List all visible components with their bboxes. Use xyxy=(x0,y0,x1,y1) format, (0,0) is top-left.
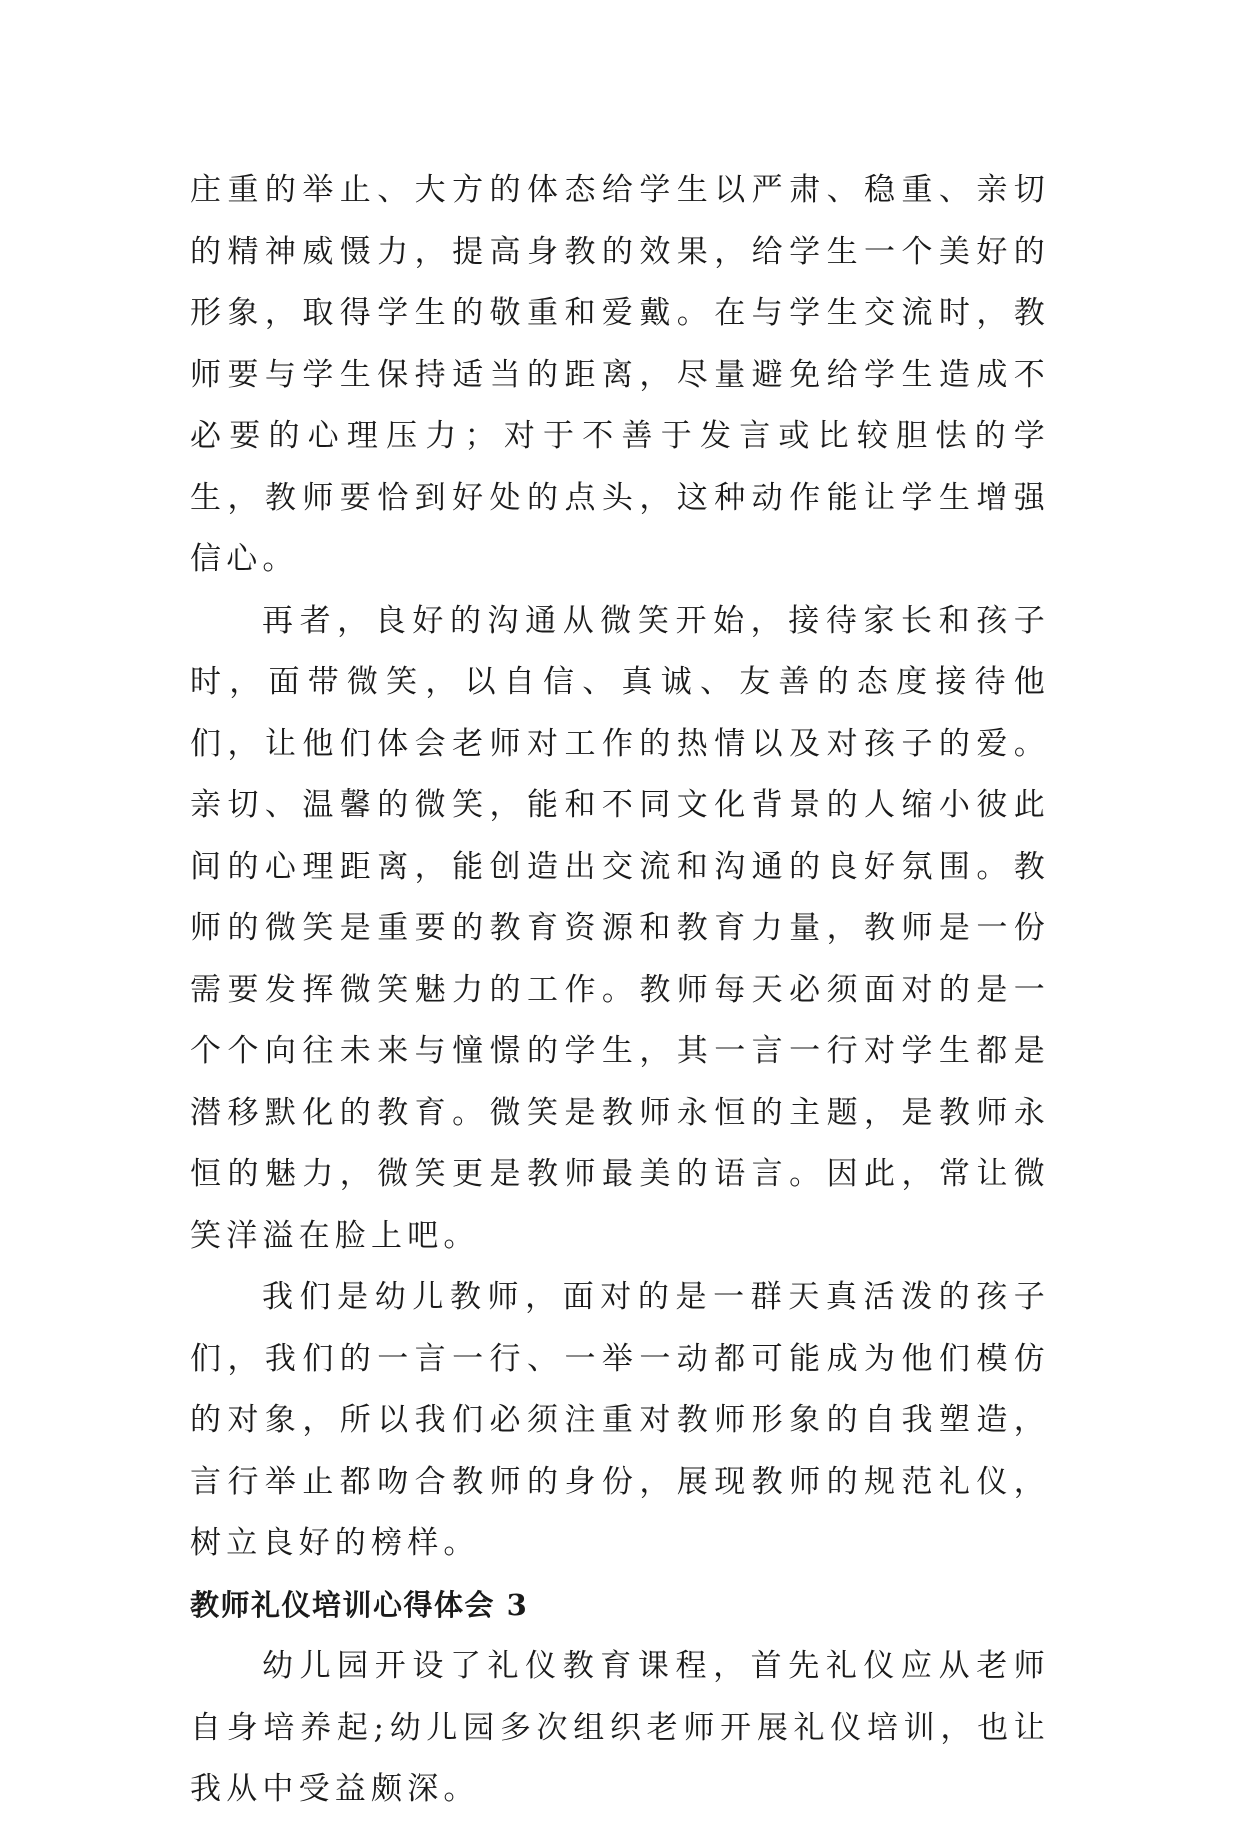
document-body xyxy=(190,160,1050,1821)
paragraph: 再者，良好的沟通从微笑开始，接待家长和孩子时，面带微笑，以自信、真诚、友善的态度接待他们，让他们体会老师对工作的热情以及对孩子的爱。亲切、温馨的微笑，能和不同文化背景的人缩小彼此间的心理距离，能创造出交流和沟通的良好氛围。教师的微笑是重要的教育资源和教育力量，教师是一份需要发挥微笑魅力的工作。教师每天必须面对的是一个个向往未来与憧憬的学生，其一言一行对学生都是潜移默化的教育。微笑是教师永恒的主题，是教师永恒的魅力，微笑更是教师最美的语言。因此，常让微笑洋溢在脸上吧。 xyxy=(190,602,1050,1254)
paragraph: 幼儿园开设了礼仪教育课程，首先礼仪应从老师自身培养起;幼儿园多次组织老师开展礼仪培训，也让我从中受益颇深。 xyxy=(190,1648,1050,1807)
paragraph: 我们是幼儿教师，面对的是一群天真活泼的孩子们，我们的一言一行、一举一动都可能成为他们模仿的对象，所以我们必须注重对教师形象的自我塑造，言行举止都吻合教师的身份，展现教师的规范礼仪，树立良好的榜样。 xyxy=(190,1279,1050,1561)
section-title: 教师礼仪培训心得体会 3 xyxy=(190,1587,529,1622)
paragraph: 庄重的举止、大方的体态给学生以严肃、稳重、亲切的精神威慑力，提高身教的效果，给学生一个美好的形象，取得学生的敬重和爱戴。在与学生交流时，教师要与学生保持适当的距离，尽量避免给学生造成不必要的心理压力；对于不善于发言或比较胆怯的学生，教师要恰到好处的点头，这种动作能让学生增强信心。 xyxy=(190,172,1050,577)
